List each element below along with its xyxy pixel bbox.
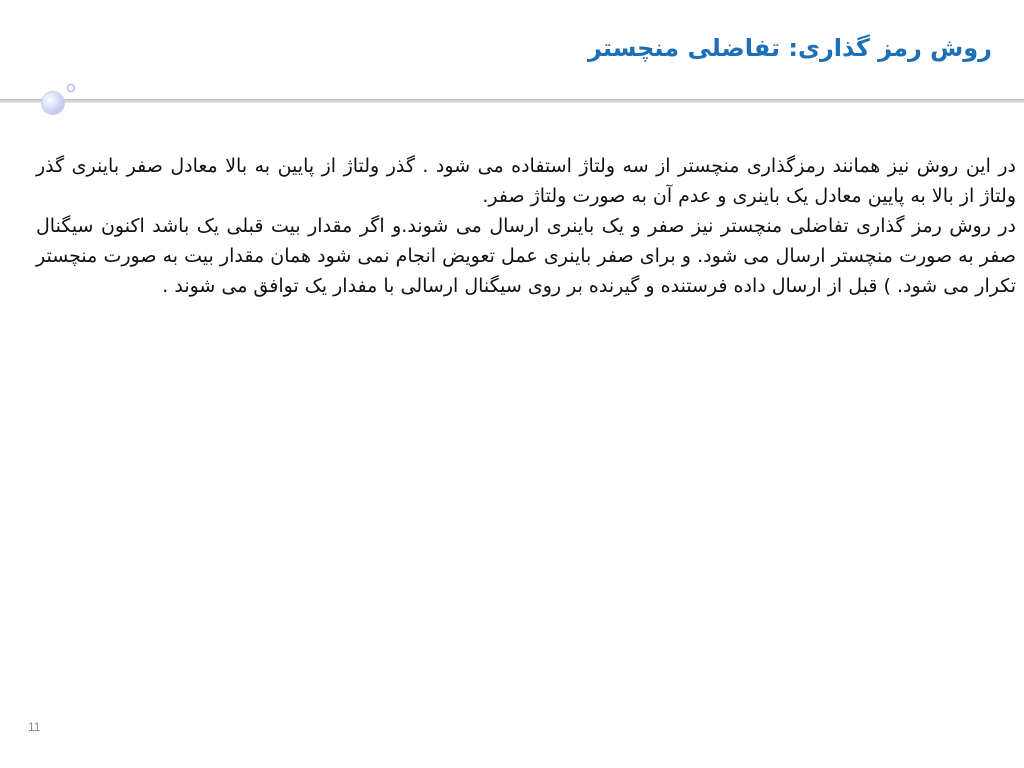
header-divider bbox=[0, 99, 1024, 103]
decorative-circle-small bbox=[67, 84, 75, 92]
body-paragraph: در این روش نیز همانند رمزگذاری منچستر از سه ولتاژ استفاده می شود . گذر ولتاژ از پایین به بالا معادل صفر باینری گذر ولتاژ از بالا به پایین معادل یک باینری و عدم آن به صورت ولتاژ صفر. bbox=[36, 155, 1016, 207]
slide-title: روش رمز گذاری: تفاضلی منچستر bbox=[587, 34, 992, 62]
slide-body bbox=[36, 151, 1016, 301]
body-paragraph: در روش رمز گذاری تفاضلی منچستر نیز صفر و یک باینری ارسال می شوند.و اگر مقدار بیت قبلی یک باشد اکنون سیگنال صفر به صورت منچستر ارسال می شود. و برای صفر باینری عمل تعویض انجام نمی شود همان مقدار بیت به صورت منچستر تکرار می شود. ) قبل از ارسال داده فرستنده و گیرنده بر روی سیگنال ارسالی با مفدار یک توافق می شوند . bbox=[36, 215, 1016, 297]
page-number: 11 bbox=[28, 720, 41, 734]
decorative-circle-large bbox=[42, 92, 64, 114]
